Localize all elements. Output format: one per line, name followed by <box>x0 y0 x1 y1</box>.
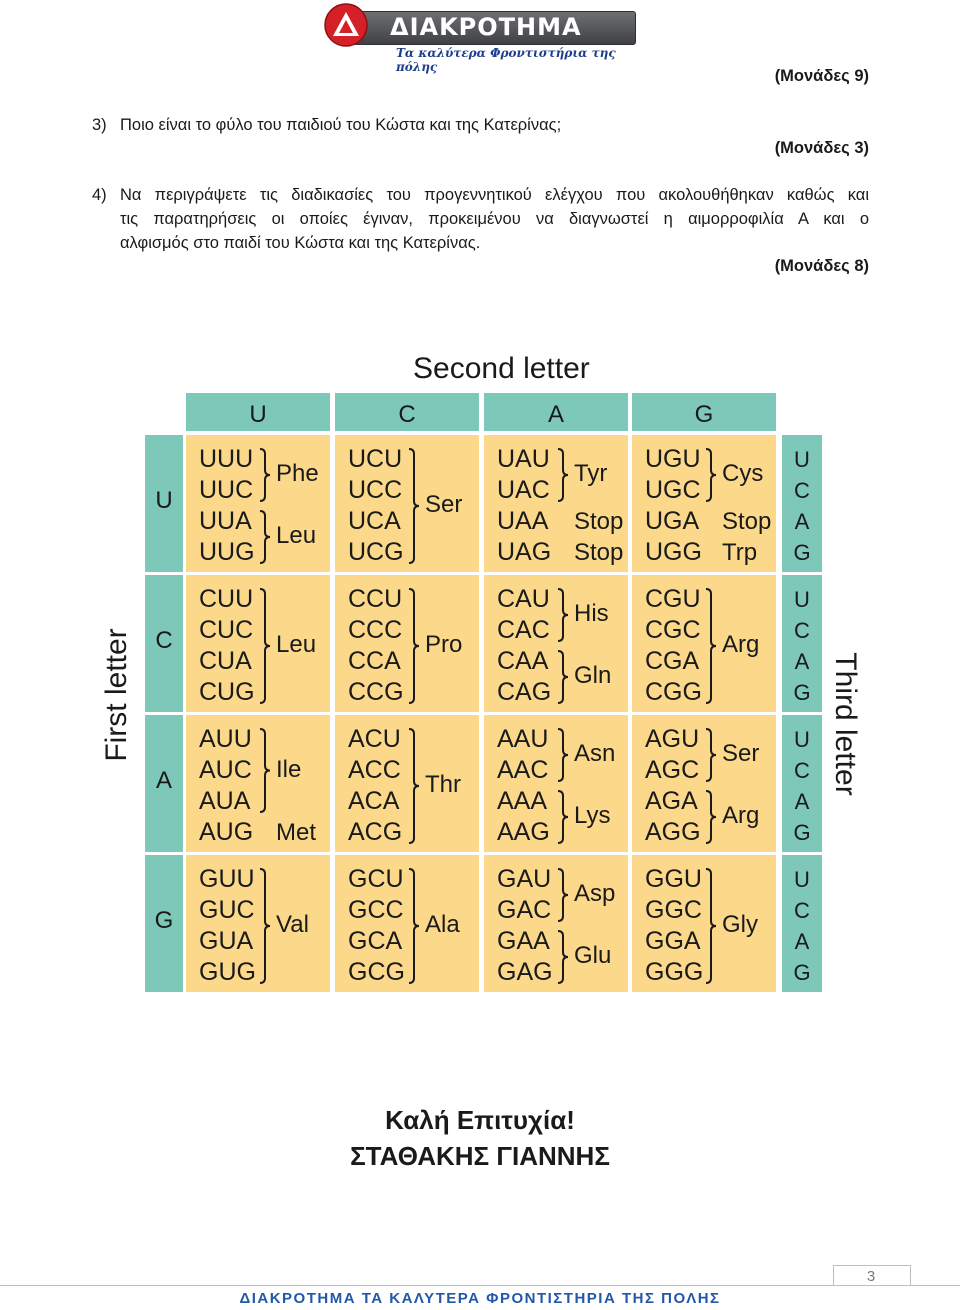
amino-acid-label: Asn <box>574 740 616 767</box>
codon: CAA <box>497 647 549 675</box>
curly-brace-icon <box>556 650 570 704</box>
amino-acid-label: Ser <box>425 491 463 518</box>
curly-brace-icon <box>258 510 272 564</box>
codon: ACU <box>348 725 401 753</box>
second-letter-header: U <box>186 393 330 431</box>
codon: UGC <box>645 476 701 504</box>
first-letter-cell: U <box>145 435 183 572</box>
footer-divider <box>0 1285 960 1286</box>
codon: UAU <box>497 445 550 473</box>
codon: UGU <box>645 445 701 473</box>
curly-brace-icon <box>556 588 570 642</box>
codon: GUC <box>199 896 255 924</box>
codon: CCA <box>348 647 401 675</box>
points-previous: (Μονάδες 9) <box>774 67 869 85</box>
codon: AGU <box>645 725 700 753</box>
codon: GGG <box>645 958 704 986</box>
amino-acid-label: Leu <box>276 522 317 549</box>
company-logo <box>324 3 636 74</box>
codon: GGC <box>645 896 702 924</box>
codon: ACA <box>348 787 400 815</box>
codon: UGG <box>645 538 702 566</box>
third-letter-label: G <box>793 540 811 565</box>
amino-acid-label: Gln <box>574 662 612 689</box>
curly-brace-icon <box>704 588 718 704</box>
question-4-number: 4) <box>92 186 107 204</box>
third-letter-label: U <box>794 447 810 472</box>
question-3-number: 3) <box>92 116 107 134</box>
third-letter-label: C <box>794 618 810 643</box>
codon: GUU <box>199 865 255 893</box>
amino-acid-label: Leu <box>276 631 317 658</box>
curly-brace-icon <box>258 448 272 502</box>
codon: CUG <box>199 678 255 706</box>
codon: GCU <box>348 865 404 893</box>
amino-acid-label: Stop <box>722 508 772 535</box>
amino-acid-label: Tyr <box>574 460 608 487</box>
amino-acid-label: Trp <box>722 539 758 566</box>
second-letter-header: C <box>335 393 479 431</box>
codon: AUC <box>199 756 252 784</box>
logo-tagline: Τα καλύτερα Φροντιστήρια της πόλης <box>396 46 616 74</box>
amino-acid-label: Asp <box>574 880 616 907</box>
codon: GGU <box>645 865 702 893</box>
curly-brace-icon <box>407 448 421 564</box>
curly-brace-icon <box>704 868 718 984</box>
codon: CCU <box>348 585 403 613</box>
second-letter-title: Second letter <box>413 352 590 385</box>
codon: AAU <box>497 725 549 753</box>
first-letter-cell: A <box>145 715 183 852</box>
curly-brace-icon <box>704 448 718 502</box>
amino-acid-label: Ser <box>722 740 760 767</box>
third-letter-title: Third letter <box>829 652 862 796</box>
curly-brace-icon <box>407 588 421 704</box>
codon: CAC <box>497 616 550 644</box>
codon: AGA <box>645 787 698 815</box>
codon: GCC <box>348 896 404 924</box>
first-letter-cell: C <box>145 575 183 712</box>
amino-acid-label: Arg <box>722 802 760 829</box>
amino-acid-label: Ile <box>276 755 302 783</box>
first-letter-title: First letter <box>100 628 133 762</box>
codon: UAG <box>497 538 552 566</box>
curly-brace-icon <box>704 728 718 782</box>
codon: GAG <box>497 958 553 986</box>
codon: GAC <box>497 896 552 924</box>
codon: UCA <box>348 507 401 535</box>
logo-name: ΔΙΑΚΡΟΤΗΜΑ <box>390 13 582 41</box>
amino-acid-label: Lys <box>574 802 611 829</box>
codon: UCU <box>348 445 403 473</box>
third-letter-label: A <box>794 509 810 534</box>
curly-brace-icon <box>556 930 570 984</box>
third-letter-label: G <box>793 680 811 705</box>
codon: ACC <box>348 756 401 784</box>
codon: CUU <box>199 585 254 613</box>
amino-acid-label: Val <box>276 911 309 938</box>
question-3-text: Ποιο είναι το φύλο του παιδιού του Κώστα και της Κατερίνας; <box>120 116 562 134</box>
codon: CUA <box>199 647 252 675</box>
codon: UCG <box>348 538 404 566</box>
amino-acid-label: Thr <box>425 771 461 798</box>
third-letter-label: C <box>794 478 810 503</box>
amino-acid-label: Phe <box>276 460 319 487</box>
third-letter-label: A <box>794 789 810 814</box>
question-4-line-2: τις παρατηρήσεις οι οποίες έγιναν, προκειμένου να διαγνωστεί η αιμορροφιλία Α και ο <box>120 210 869 228</box>
codon: UAC <box>497 476 550 504</box>
codon: UCC <box>348 476 403 504</box>
curly-brace-icon <box>556 790 570 844</box>
third-letter-label: U <box>794 587 810 612</box>
codon: AUG <box>199 818 254 846</box>
amino-acid-label: Arg <box>722 631 760 658</box>
codon: CCG <box>348 678 404 706</box>
codon: ACG <box>348 818 403 846</box>
codon: CGC <box>645 616 701 644</box>
codon: UUU <box>199 445 254 473</box>
codon: GGA <box>645 927 701 955</box>
codon: GCA <box>348 927 403 955</box>
curly-brace-icon <box>556 868 570 922</box>
curly-brace-icon <box>258 728 272 813</box>
amino-acid-label: Cys <box>722 460 764 487</box>
codon: GAA <box>497 927 550 955</box>
question-4-line-3: αλφισμός στο παιδί του Κώστα και της Κατερίνας. <box>120 234 481 252</box>
amino-acid-label: Pro <box>425 631 463 658</box>
third-letter-label: C <box>794 758 810 783</box>
codon: AGG <box>645 818 701 846</box>
codon: CGG <box>645 678 702 706</box>
amino-acid-label: His <box>574 600 609 627</box>
amino-acid-label: Stop <box>574 539 624 566</box>
third-letter-label: U <box>794 727 810 752</box>
curly-brace-icon <box>258 588 272 704</box>
curly-brace-icon <box>704 790 718 844</box>
codon: AGC <box>645 756 700 784</box>
curly-brace-icon <box>407 868 421 984</box>
closing-wish: Καλή Επιτυχία! <box>385 1105 575 1135</box>
codon: GCG <box>348 958 405 986</box>
third-letter-label: A <box>794 649 810 674</box>
codon: AUU <box>199 725 252 753</box>
curly-brace-icon <box>556 728 570 782</box>
amino-acid-label: Gly <box>722 911 758 938</box>
codon: GUA <box>199 927 254 955</box>
second-letter-header: A <box>484 393 628 431</box>
codon: AAA <box>497 787 548 815</box>
codon: CCC <box>348 616 403 644</box>
third-letter-label: C <box>794 898 810 923</box>
codon: UUG <box>199 538 255 566</box>
first-letter-cell: G <box>145 855 183 992</box>
codon: CAG <box>497 678 552 706</box>
third-letter-label: U <box>794 867 810 892</box>
question-4-line-1: Να περιγράψετε τις διαδικασίες του προγεννητικού ελέγχου που ακολουθήθηκαν καθώς και <box>120 186 869 204</box>
codon: AAC <box>497 756 549 784</box>
amino-acid-label: Met <box>276 819 317 846</box>
amino-acid-label: Ala <box>425 911 460 938</box>
codon: UGA <box>645 507 700 535</box>
footer-text: ΔΙΑΚΡΟΤΗΜΑ ΤΑ ΚΑΛΥΤΕΡΑ ΦΡΟΝΤΙΣΤΗΡΙΑ ΤΗΣ ΠΟΛΗΣ <box>239 1290 721 1307</box>
codon: GUG <box>199 958 256 986</box>
third-letter-label: G <box>793 820 811 845</box>
curly-brace-icon <box>258 868 272 984</box>
curly-brace-icon <box>556 448 570 502</box>
codon: UUC <box>199 476 254 504</box>
amino-acid-label: Stop <box>574 508 624 535</box>
codon: CGA <box>645 647 700 675</box>
codon: CAU <box>497 585 550 613</box>
second-letter-header: G <box>632 393 776 431</box>
codon: GAU <box>497 865 552 893</box>
author-name: ΣΤΑΘΑΚΗΣ ΓΙΑΝΝΗΣ <box>350 1141 610 1171</box>
third-letter-label: A <box>794 929 810 954</box>
curly-brace-icon <box>407 728 421 844</box>
codon: AAG <box>497 818 550 846</box>
codon: UUA <box>199 507 252 535</box>
codon: UAA <box>497 507 549 535</box>
third-letter-label: G <box>793 960 811 985</box>
codon: AUA <box>199 787 251 815</box>
codon: CGU <box>645 585 701 613</box>
codon: CUC <box>199 616 254 644</box>
logo-mark-icon <box>324 3 368 47</box>
question-3-points: (Μονάδες 3) <box>774 139 869 157</box>
amino-acid-label: Glu <box>574 942 612 969</box>
page-number: 3 <box>866 1268 876 1285</box>
question-4-points: (Μονάδες 8) <box>774 257 869 275</box>
